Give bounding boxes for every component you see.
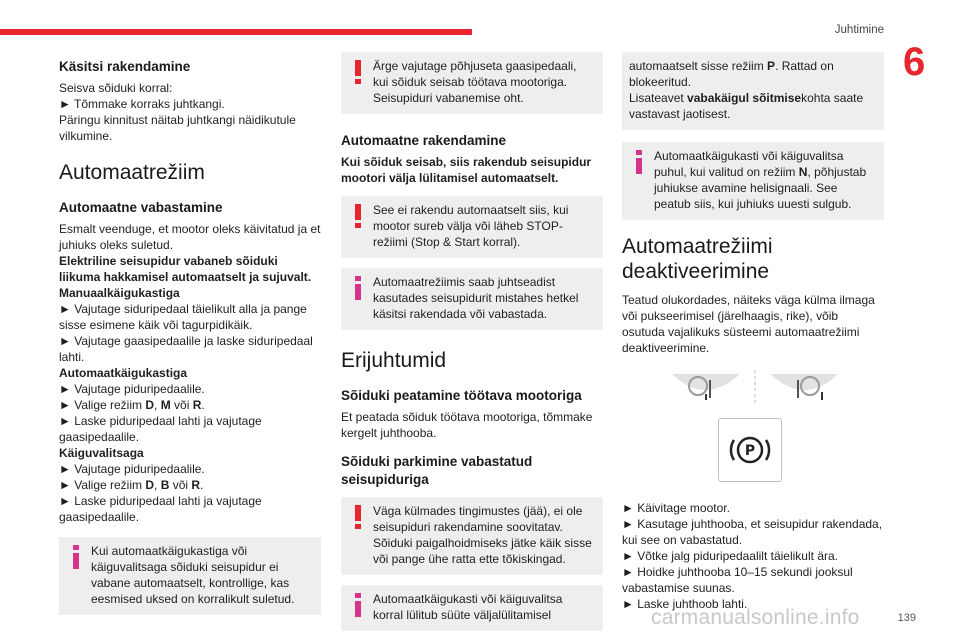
ag-step-2: ► Valige režiim D, M või R. (59, 398, 205, 412)
heading-deactivate: Automaatrežiimi deaktiveerimine (622, 235, 773, 283)
warning-exclamation-icon (353, 204, 363, 228)
auto-gearbox-label: Automaatkäigukastiga (59, 366, 188, 380)
warning-text-2: See ei rakendu automaatselt siis, kui mootor sureb välja või läheb STOP-režiimi (Stop & Start korral). (373, 203, 569, 249)
column-1 (59, 52, 321, 615)
heading-auto-release: Automaatne vabastamine (59, 200, 223, 215)
info-text-1: Kui automaatkäigukastiga või käiguvalitsaga sõiduki seisupidur ei vabane automaatselt, kontrollige, kas eesmised uksed on korralikult suletud. (91, 544, 295, 606)
apply-bold: Kui sõiduk seisab, siis rakendub seisupidur mootori välja lülitamisel automaatselt. (341, 155, 592, 185)
warning-exclamation-icon (353, 60, 363, 84)
header-accent-bar (0, 29, 472, 35)
deact-step-5: ► Laske juhthoob lahti. (622, 597, 748, 611)
manual-step: ► Tõmmake korraks juhtkangi. (59, 97, 225, 111)
heading-stop-running: Sõiduki peatamine töötava mootoriga (341, 388, 582, 403)
deactivate-text: Teatud olukordades, näiteks väga külma ilmaga või pukseerimisel (järelhaagis, rike), võib osutuda vajalikuks süsteemi automaatrežiimi deaktiveerimine. (622, 293, 875, 355)
column-2 (341, 52, 603, 631)
heading-park-released: Sõiduki parkimine vabastatud seisupiduriga (341, 454, 533, 487)
warning-box-3 (341, 497, 603, 575)
mg-step-2: ► Vajutage gaasipedaalile ja laske siduripedaal lahti. (59, 334, 313, 364)
warning-text-1: Ärge vajutage põhjuseta gaasipedaali, kui sõiduk seisab töötava mootoriga. Seisupiduri vabanemise oht. (373, 59, 577, 105)
info-text-4: Automaatkäigukasti või käiguvalitsa puhul, kui valitud on režiim N, põhjustab juhiukse avamine helisignaali. See peatub siis, kui juhiuks uuesti sulgub. (654, 149, 867, 211)
ag-step-1: ► Vajutage piduripedaalile. (59, 382, 205, 396)
ag-step-3: ► Laske piduripedaal lahti ja vajutage gaasipedaalile. (59, 414, 262, 444)
info-box-4 (622, 142, 884, 220)
heading-auto-apply: Automaatne rakendamine (341, 133, 507, 148)
manual-note: Päringu kinnitust näitab juhtkangi näidikutule vilkumine. (59, 113, 296, 143)
watermark: carmanualsonline.info (651, 606, 860, 629)
heading-manual-apply: Käsitsi rakendamine (59, 59, 191, 74)
info-box-3 (341, 585, 603, 631)
parking-brake-icon (719, 419, 781, 481)
parking-brake-switch (718, 418, 782, 482)
sel-step-3: ► Laske piduripedaal lahti ja vajutage gaasipedaalile. (59, 494, 262, 524)
warning-text-3: Väga külmades tingimustes (jää), ei ole seisupiduri rakendamine soovitatav. Sõiduki paigalhoidmiseks jätke käik sisse või pange ühe ratta ette tõkiskingad. (373, 504, 592, 566)
continued-text: automaatselt sisse režiim P. Rattad on blokeeritud. (629, 59, 834, 89)
warning-box-2 (341, 196, 603, 258)
column-3 (622, 52, 884, 612)
heading-special-cases: Erijuhtumid (341, 349, 447, 372)
warning-box-1 (341, 52, 603, 114)
selector-label: Käiguvalitsaga (59, 446, 144, 460)
info-box-2 (341, 268, 603, 330)
manual-text: Seisva sõiduki korral: (59, 81, 173, 95)
info-text-2: Automaatrežiimis saab juhtseadist kasutades seisupidurit mistahes hetkel käsitsi rakendada või vabastada. (373, 275, 579, 321)
info-icon (351, 276, 365, 300)
info-icon (351, 593, 365, 617)
release-intro: Esmalt veenduge, et mootor oleks käivitatud ja et juhiuks oleks suletud. (59, 222, 321, 252)
steering-wheel-icon (670, 366, 840, 410)
deact-step-4: ► Hoidke juhthooba 10–15 sekundi jooksul vabastamise suunas. (622, 565, 853, 595)
manual-gearbox-label: Manuaalkäigukastiga (59, 286, 180, 300)
heading-auto-mode: Automaatrežiim (59, 161, 205, 184)
info-icon (632, 150, 646, 174)
sel-step-2: ► Valige režiim D, B või R. (59, 478, 204, 492)
deact-step-3: ► Võtke jalg piduripedaalilt täielikult ära. (622, 549, 838, 563)
page-number: 139 (897, 612, 916, 624)
release-bold: Elektriline seisupidur vabaneb sõiduki liikuma hakkamisel automaatselt ja sujuvalt. (59, 254, 312, 284)
info-text-3: Automaatkäigukasti või käiguvalitsa korral lülitub süüte väljalülitamisel (373, 592, 563, 622)
mg-step-1: ► Vajutage siduripedaal täielikult alla ja pange sisse esimene käik või tagurpidikäik. (59, 302, 307, 332)
deact-step-2: ► Kasutage juhthooba, et seisupidur rakendada, kui see on vabastatud. (622, 517, 883, 547)
sel-step-1: ► Vajutage piduripedaalile. (59, 462, 205, 476)
steering-figure (622, 366, 884, 414)
stop-text: Et peatada sõiduk töötava mootoriga, tõmmake kergelt juhthooba. (341, 410, 593, 440)
deact-step-1: ► Käivitage mootor. (622, 501, 730, 515)
more-info-text: Lisateavet vabakäigul sõitmisekohta saate vastavast jaotisest. (629, 91, 864, 121)
info-icon (69, 545, 83, 569)
chapter-title: Juhtimine (834, 24, 884, 36)
info-box-1 (59, 537, 321, 615)
parking-brake-figure (622, 418, 884, 490)
chapter-number: 6 (903, 40, 926, 84)
svg-text:P: P (744, 443, 756, 459)
warning-exclamation-icon (353, 505, 363, 529)
info-box-continued (622, 52, 884, 130)
